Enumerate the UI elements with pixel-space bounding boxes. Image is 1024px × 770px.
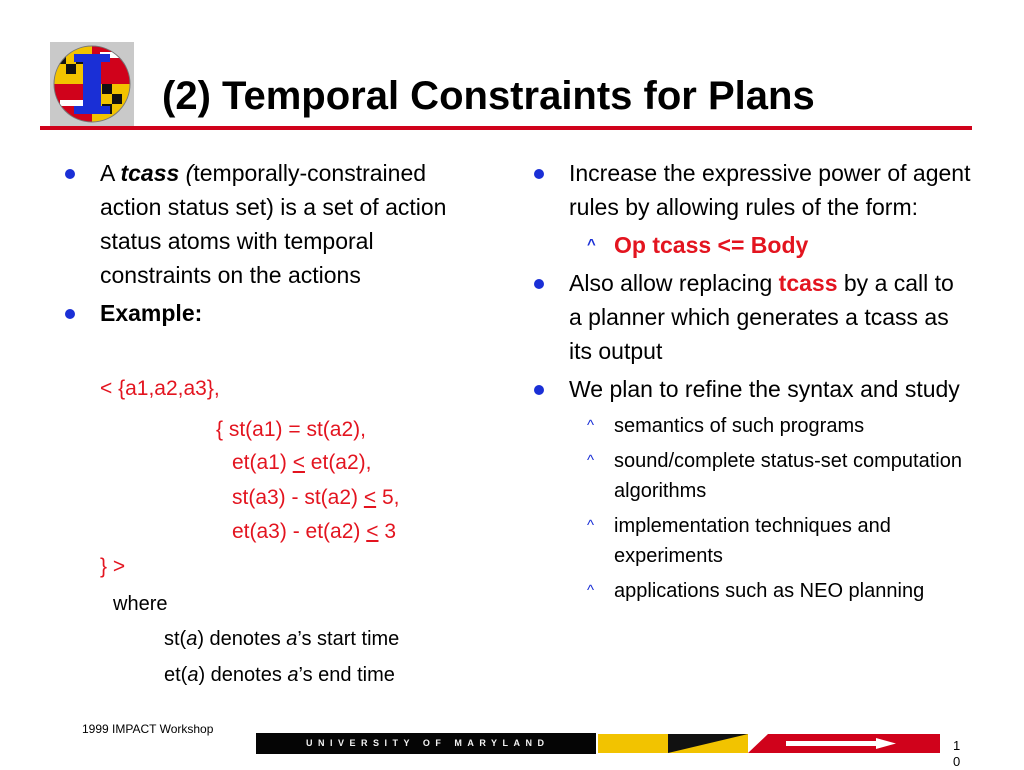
sub-bullet-algorithms: ^ sound/complete status-set computation algorithms [531,446,971,506]
term-tcass: tcass [120,160,180,186]
example-line-1: < {a1,a2,a3}, [100,377,220,400]
refine-syntax-text: We plan to refine the syntax and study [569,376,960,402]
bullet-tcass-definition [62,156,482,292]
example-line-5: et(a3) - et(a2) < 3 [232,520,396,543]
bullet-refine-syntax [531,372,971,406]
st-definition: st(a) denotes a’s start time [164,628,400,650]
left-column [62,156,482,330]
term-tcass-red: tcass [778,270,838,296]
university-banner [256,733,942,754]
maryland-logo-icon [50,42,134,126]
example-label: Example: [100,300,203,326]
page-number: 10 [953,738,961,769]
caret-bullet-icon: ^ [587,582,595,599]
page-title: (2) Temporal Constraints for Plans [162,74,815,118]
sub-bullet-implementation: ^ implementation techniques and experiments [531,511,971,571]
example-line-2: { st(a1) = st(a2), [216,418,366,441]
example-line-4: st(a3) - st(a2) < 5, [232,486,400,509]
sub-bullet-applications: ^ applications such as NEO planning [531,576,971,606]
example-line-3: et(a1) < et(a2), [232,451,372,474]
rule-form-text: Op tcass <= Body [614,232,809,258]
expressive-power-text: Increase the expressive power of agent rules by allowing rules of the form: [569,160,971,220]
bullet-expressive-power [531,156,971,224]
sub-bullet-semantics: ^ semantics of such programs [531,411,971,441]
bullet-replace-tcass: Also allow replacing tcass by a call to a planner which generates a tcass as its output [531,266,971,368]
banner-text: UNIVERSITY OF MARYLAND [256,733,596,754]
caret-bullet-icon: ^ [587,417,595,434]
et-definition: et(a) denotes a’s end time [164,664,395,686]
footer-workshop: 1999 IMPACT Workshop [82,722,214,736]
caret-bullet-icon: ^ [587,236,596,253]
caret-bullet-icon: ^ [587,452,595,469]
title-divider [40,126,972,130]
caret-bullet-icon: ^ [587,517,595,534]
example-line-6: } > [100,555,126,578]
sub-bullet-rule-form [531,228,971,262]
where-label: where [113,593,168,615]
maryland-flag-strip-icon [596,733,942,754]
definition-text: temporally-constrained action status set) is a set of action status atoms with temporal constraints on the actions [100,160,447,288]
paren-open: ( [179,160,194,186]
text-a: A [100,160,121,186]
right-column [531,156,971,606]
bullet-example [62,296,482,330]
